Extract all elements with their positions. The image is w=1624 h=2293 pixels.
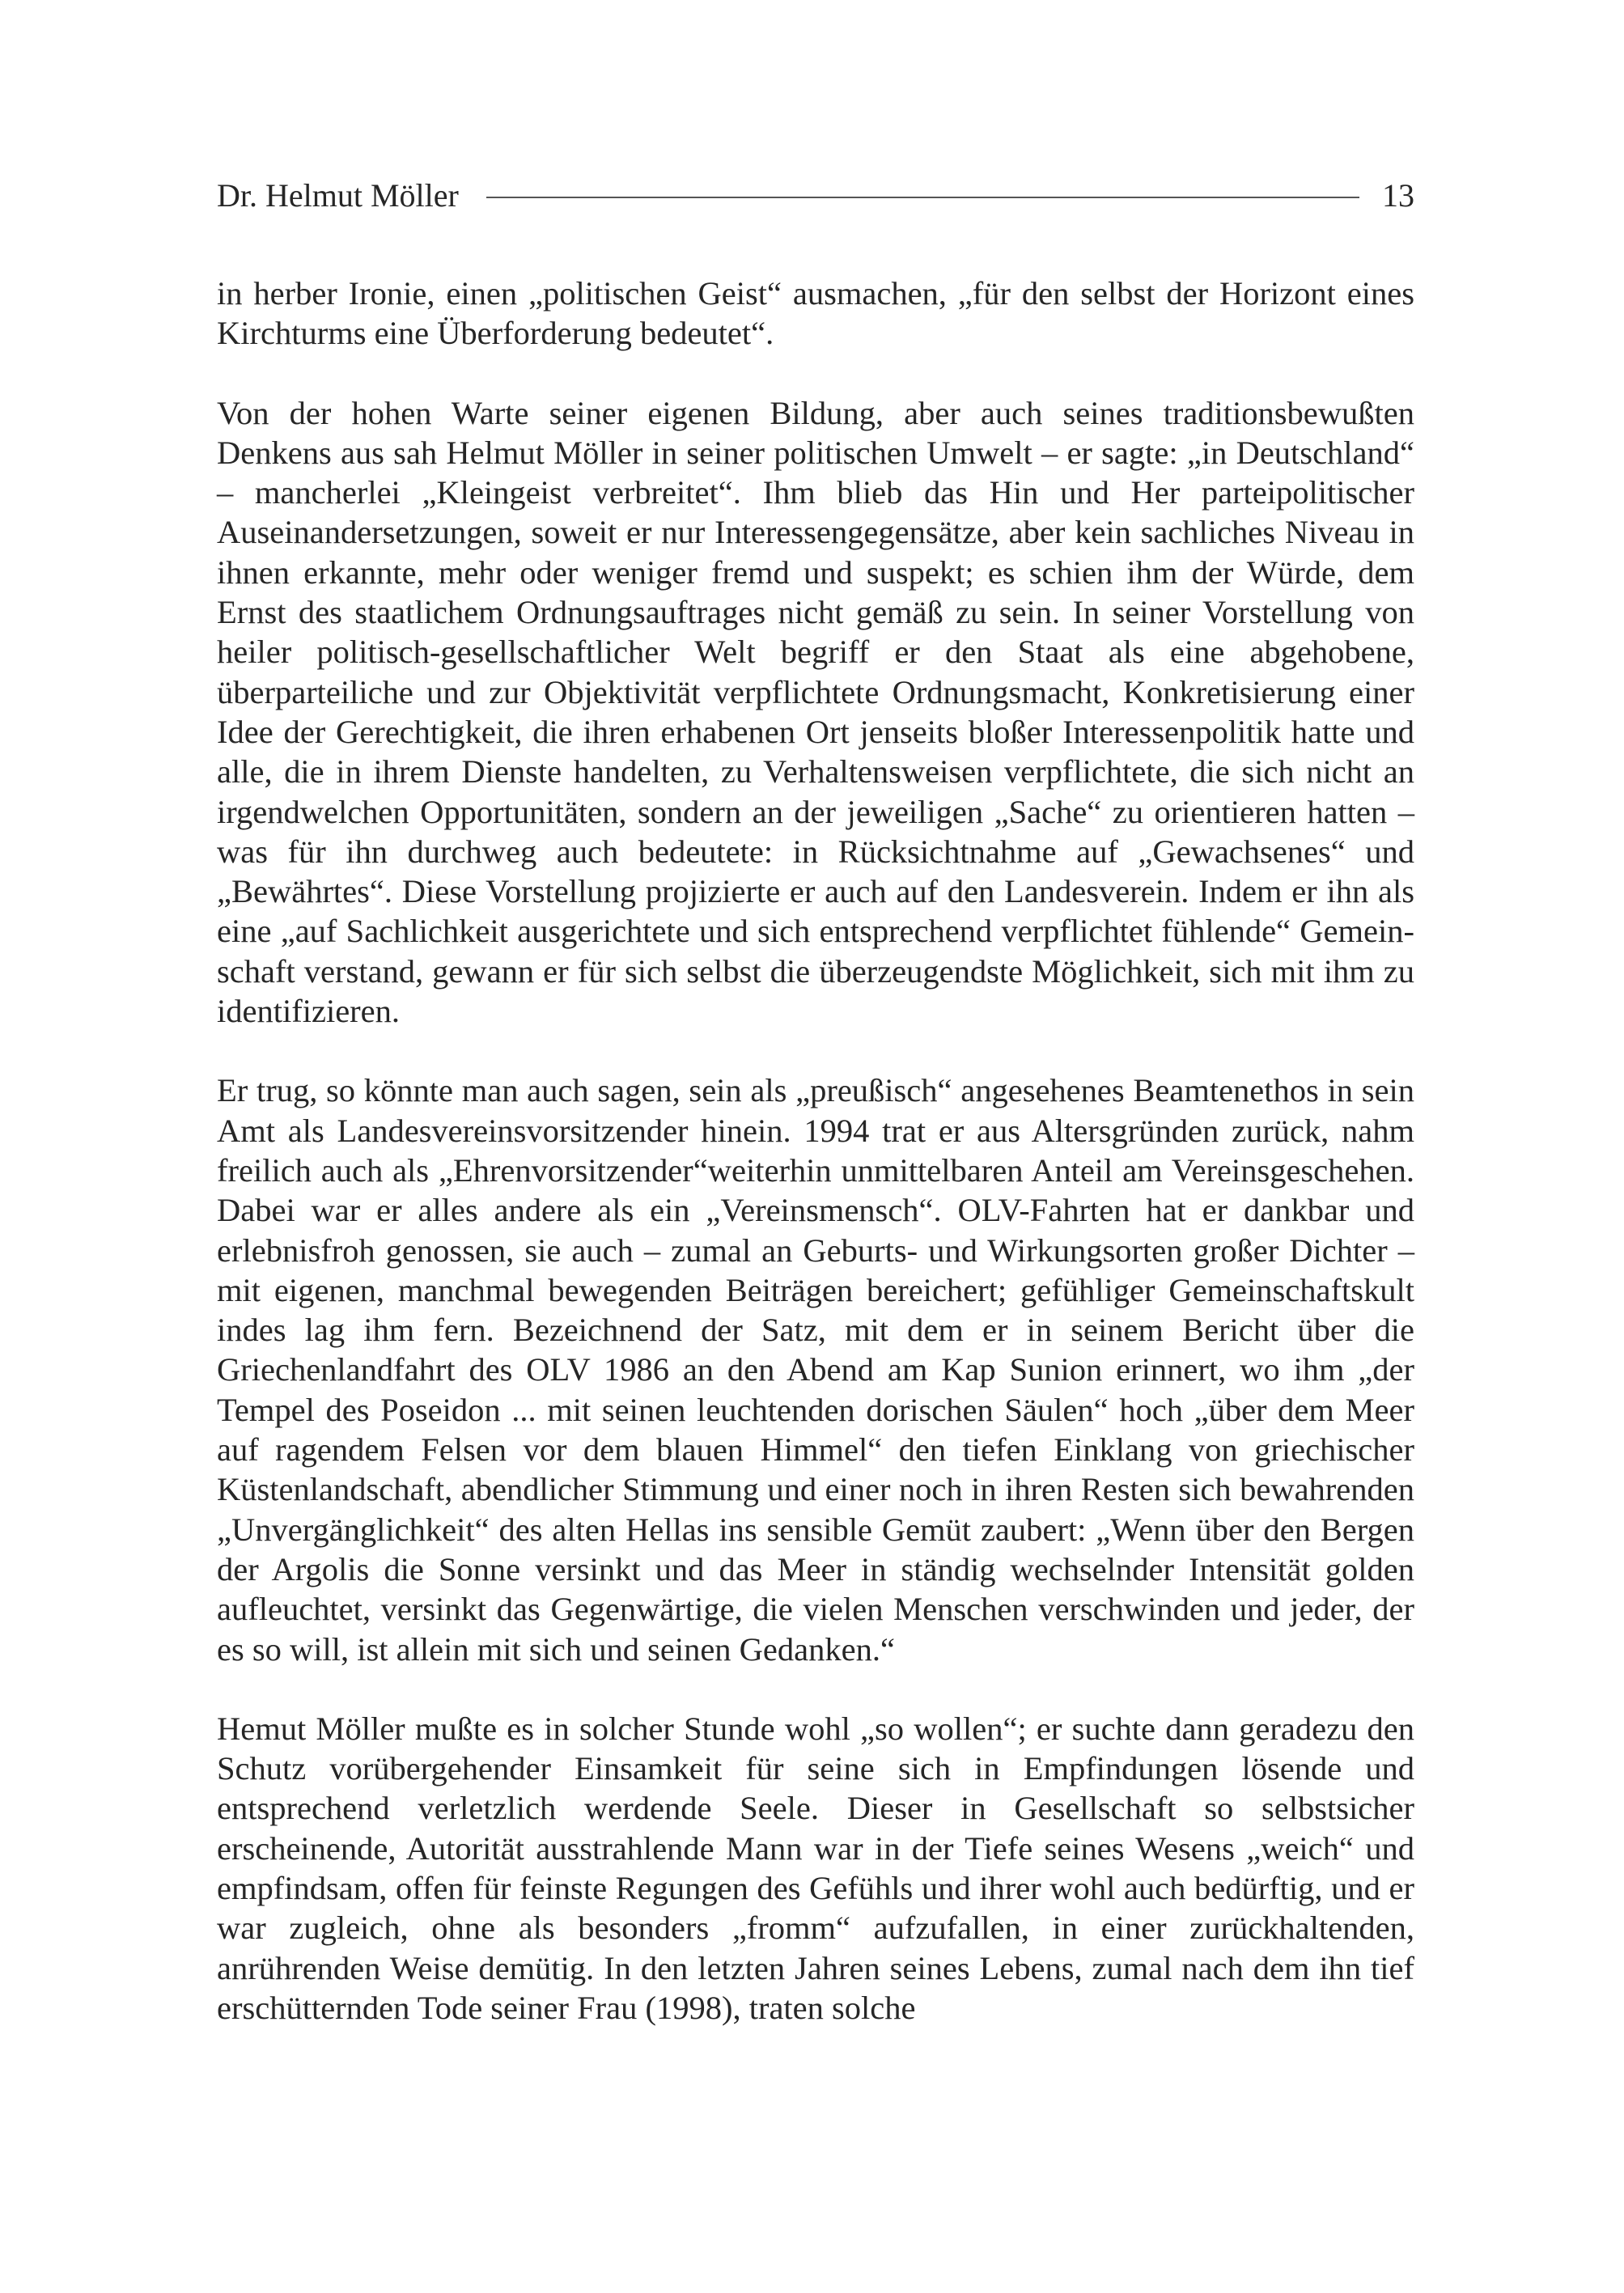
paragraph-2: Von der hohen Warte seiner eigenen Bildung, aber auch seines traditionsbewußten Denkens aus sah Helmut Möller in seiner politischen Umwelt – er sagte: „in Deutschland“ – mancherlei „Kleingeist verbreitet“. Ihm blieb das Hin und Her parteipolitischer Auseinandersetzungen, soweit er nur Interessengegensätze, aber kein sachliches Niveau in ihnen erkannte, mehr oder weniger fremd und suspekt; es schien ihm der Würde, dem Ernst des staatlichem Ordnungsauftrages nicht gemäß zu sein. In seiner Vorstellung von heiler politisch-gesellschaftlicher Welt begriff er den Staat als eine abgehobene, überparteiliche und zur Objektivität verpflichtete Ordnungsmacht, Konkretisierung einer Idee der Gerechtigkeit, die ihren erhabenen Ort jenseits bloßer Interessenpolitik hatte und alle, die in ihrem Dienste handelten, zu Verhaltensweisen verpflichtete, die sich nicht an irgendwelchen Opportunitäten, sondern an der jeweiligen „Sache“ zu orientieren hatten – was für ihn durchweg auch bedeutete: in Rücksichtnahme auf „Gewachsenes“ und „Bewährtes“. Diese Vorstellung projizierte er auch auf den Landesverein. Indem er ihn als eine „auf Sachlichkeit ausgerichtete und sich entsprechend verpflichtet fühlende“ Gemeinschaft verstand, gewann er für sich selbst die überzeugendste Möglichkeit, sich mit ihm zu identifizieren.	[217, 394, 1414, 1030]
running-header	[217, 172, 1414, 220]
body-text	[217, 273, 1414, 2028]
header-author: Dr. Helmut Möller	[217, 177, 459, 214]
page-number: 13	[1382, 177, 1414, 214]
paragraph-4: Hemut Möller mußte es in solcher Stunde wohl „so wollen“; er suchte dann geradezu den Schutz vorübergehender Einsamkeit für seine sich in Empfindungen lösende und entsprechend verletzlich werdende Seele. Dieser in Gesellschaft so selbstsicher erscheinende, Autorität ausstrahlende Mann war in der Tiefe seines Wesens „weich“ und empfindsam, offen für feinste Regungen des Gefühls und ihrer wohl auch bedürftig, und er war zugleich, ohne als besonders „fromm“ aufzufallen, in einer zurückhaltenden, anrührenden Weise demütig. In den letzten Jahren seines Lebens, zumal nach dem ihn tief erschütternden Tode seiner Frau (1998), traten solche	[217, 1710, 1414, 2026]
paragraph-3: Er trug, so könnte man auch sagen, sein als „preußisch“ angesehenes Beamtenethos in sein Amt als Landesvereinsvorsitzender hinein. 1994 trat er aus Altersgründen zurück, nahm freilich auch als „Ehrenvorsitzender“weiterhin unmittelbaren Anteil am Vereinsgeschehen. Dabei war er alles andere als ein „Vereinsmensch“. OLV-Fahrten hat er dankbar und erlebnisfroh genossen, sie auch – zumal an Geburts- und Wirkungsorten großer Dichter – mit eigenen, manchmal bewegenden Beiträgen bereichert; gefühliger Gemeinschaftskult indes lag ihm fern. Bezeichnend der Satz, mit dem er in seinem Bericht über die Griechenlandfahrt des OLV 1986 an den Abend am Kap Sunion erinnert, wo ihm „der Tempel des Poseidon ... mit seinen leuchtenden dorischen Säulen“ hoch „über dem Meer auf ragendem Felsen vor dem blauen Himmel“ den tiefen Einklang von griechischer Küstenlandschaft, abendlicher Stimmung und einer noch in ihren Resten sich bewahrenden „Unvergänglichkeit“ des alten Hellas ins sensible Gemüt zaubert: „Wenn über den Bergen der Argolis die Sonne versinkt und das Meer in ständig wechselnder Intensität golden aufleuchtet, versinkt das Gegenwärtige, die vielen Menschen verschwinden und jeder, der es so will, ist allein mit sich und seinen Gedanken.“	[217, 1072, 1414, 1668]
paragraph-1: in herber Ironie, einen „politischen Geist“ ausmachen, „für den selbst der Horizont eines Kirchturms eine Überforderung bedeutet“.	[217, 275, 1414, 352]
header-rule	[486, 197, 1359, 198]
